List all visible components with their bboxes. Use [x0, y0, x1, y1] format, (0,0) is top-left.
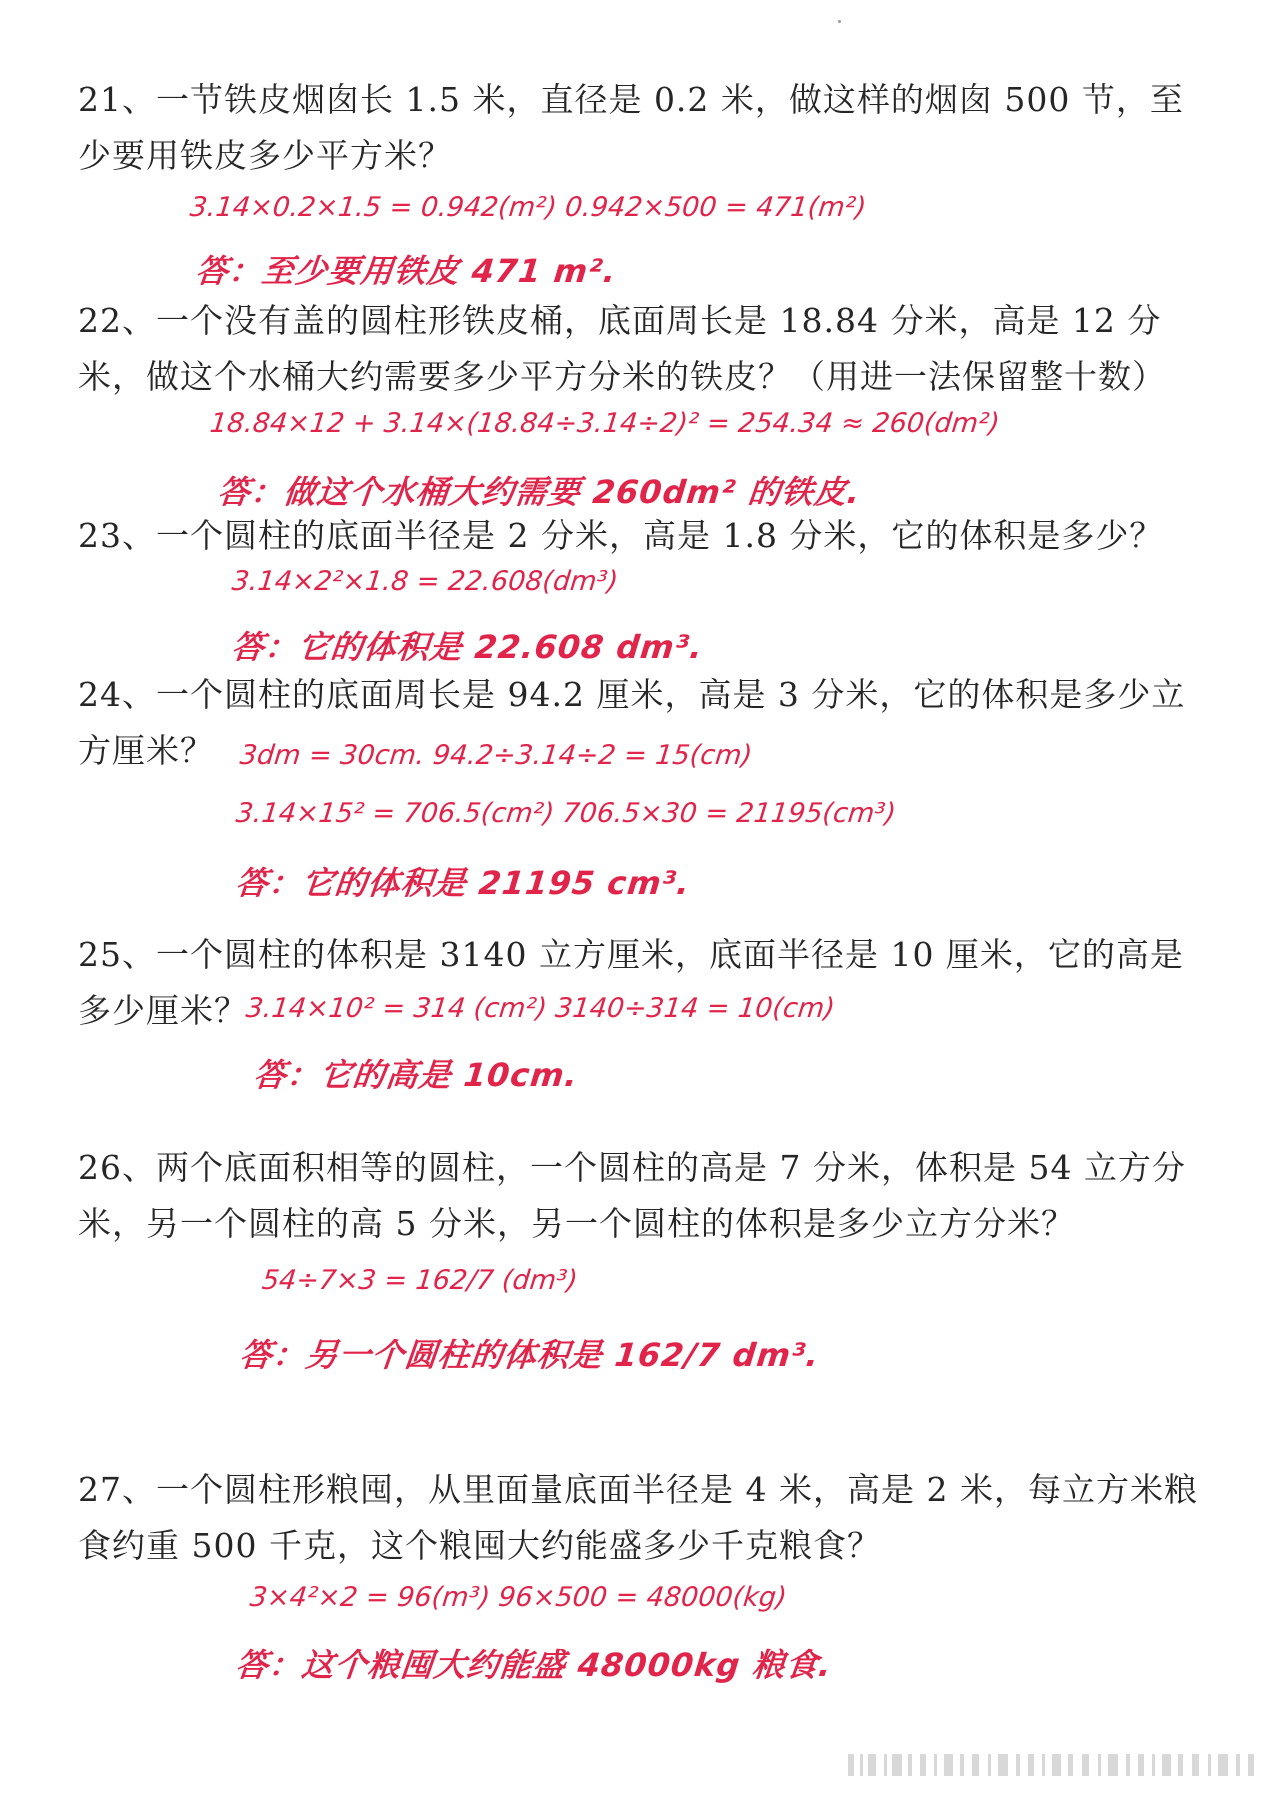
question-22: 22、一个没有盖的圆柱形铁皮桶，底面周长是 18.84 分米，高是 12 分米，做这个水桶大约需要多少平方分米的铁皮？（用进一法保留整十数）	[78, 301, 1166, 396]
q21-work-1: 3.14×0.2×1.5 = 0.942(m²) 0.942×500 = 471(m²)	[188, 192, 868, 223]
q25-work-1: 3.14×10² = 314 (cm²) 3140÷314 = 10(cm)	[244, 993, 837, 1024]
scan-watermark	[848, 1750, 1268, 1780]
q22-answer: 答：做这个水桶大约需要 260dm² 的铁皮.	[215, 473, 863, 511]
question-25: 25、一个圆柱的体积是 3140 立方厘米，底面半径是 10 厘米，它的高是多少厘米？	[78, 935, 1184, 1030]
question-24: 24、一个圆柱的底面周长是 94.2 厘米，高是 3 分米，它的体积是多少立方厘米？	[78, 675, 1186, 770]
scan-speck	[838, 20, 841, 23]
q23-answer: 答：它的体积是 22.608 dm³.	[229, 628, 705, 666]
question-23: 23、一个圆柱的底面半径是 2 分米，高是 1.8 分米，它的体积是多少？	[78, 516, 1164, 555]
q27-answer: 答：这个粮囤大约能盛 48000kg 粮食.	[233, 1646, 834, 1684]
q24-work-2: 3.14×15² = 706.5(cm²) 706.5×30 = 21195(cm³)	[234, 798, 898, 829]
q27-work-1: 3×4²×2 = 96(m³) 96×500 = 48000(kg)	[248, 1582, 789, 1613]
question-27: 27、一个圆柱形粮囤，从里面量底面半径是 4 米，高是 2 米，每立方米粮食约重 500 千克，这个粮囤大约能盛多少千克粮食？	[78, 1470, 1198, 1565]
q23-work-1: 3.14×2²×1.8 = 22.608(dm³)	[230, 566, 620, 597]
q24-work-1: 3dm = 30cm. 94.2÷3.14÷2 = 15(cm)	[238, 740, 754, 771]
q26-answer: 答：另一个圆柱的体积是 162/7 dm³.	[237, 1336, 822, 1374]
q25-answer: 答：它的高是 10cm.	[251, 1056, 580, 1094]
question-26: 26、两个底面积相等的圆柱，一个圆柱的高是 7 分米，体积是 54 立方分米，另一个圆柱的高 5 分米，另一个圆柱的体积是多少立方分米？	[78, 1148, 1186, 1243]
q24-answer: 答：它的体积是 21195 cm³.	[233, 864, 692, 902]
question-21: 21、一节铁皮烟囱长 1.5 米，直径是 0.2 米，做这样的烟囱 500 节，至少要用铁皮多少平方米？	[78, 80, 1184, 175]
q21-answer: 答：至少要用铁皮 471 m².	[193, 252, 619, 290]
q22-work-1: 18.84×12 + 3.14×(18.84÷3.14÷2)² = 254.34 ≈ 260(dm²)	[208, 408, 1002, 439]
q26-work-1: 54÷7×3 = 162/7 (dm³)	[260, 1265, 580, 1296]
